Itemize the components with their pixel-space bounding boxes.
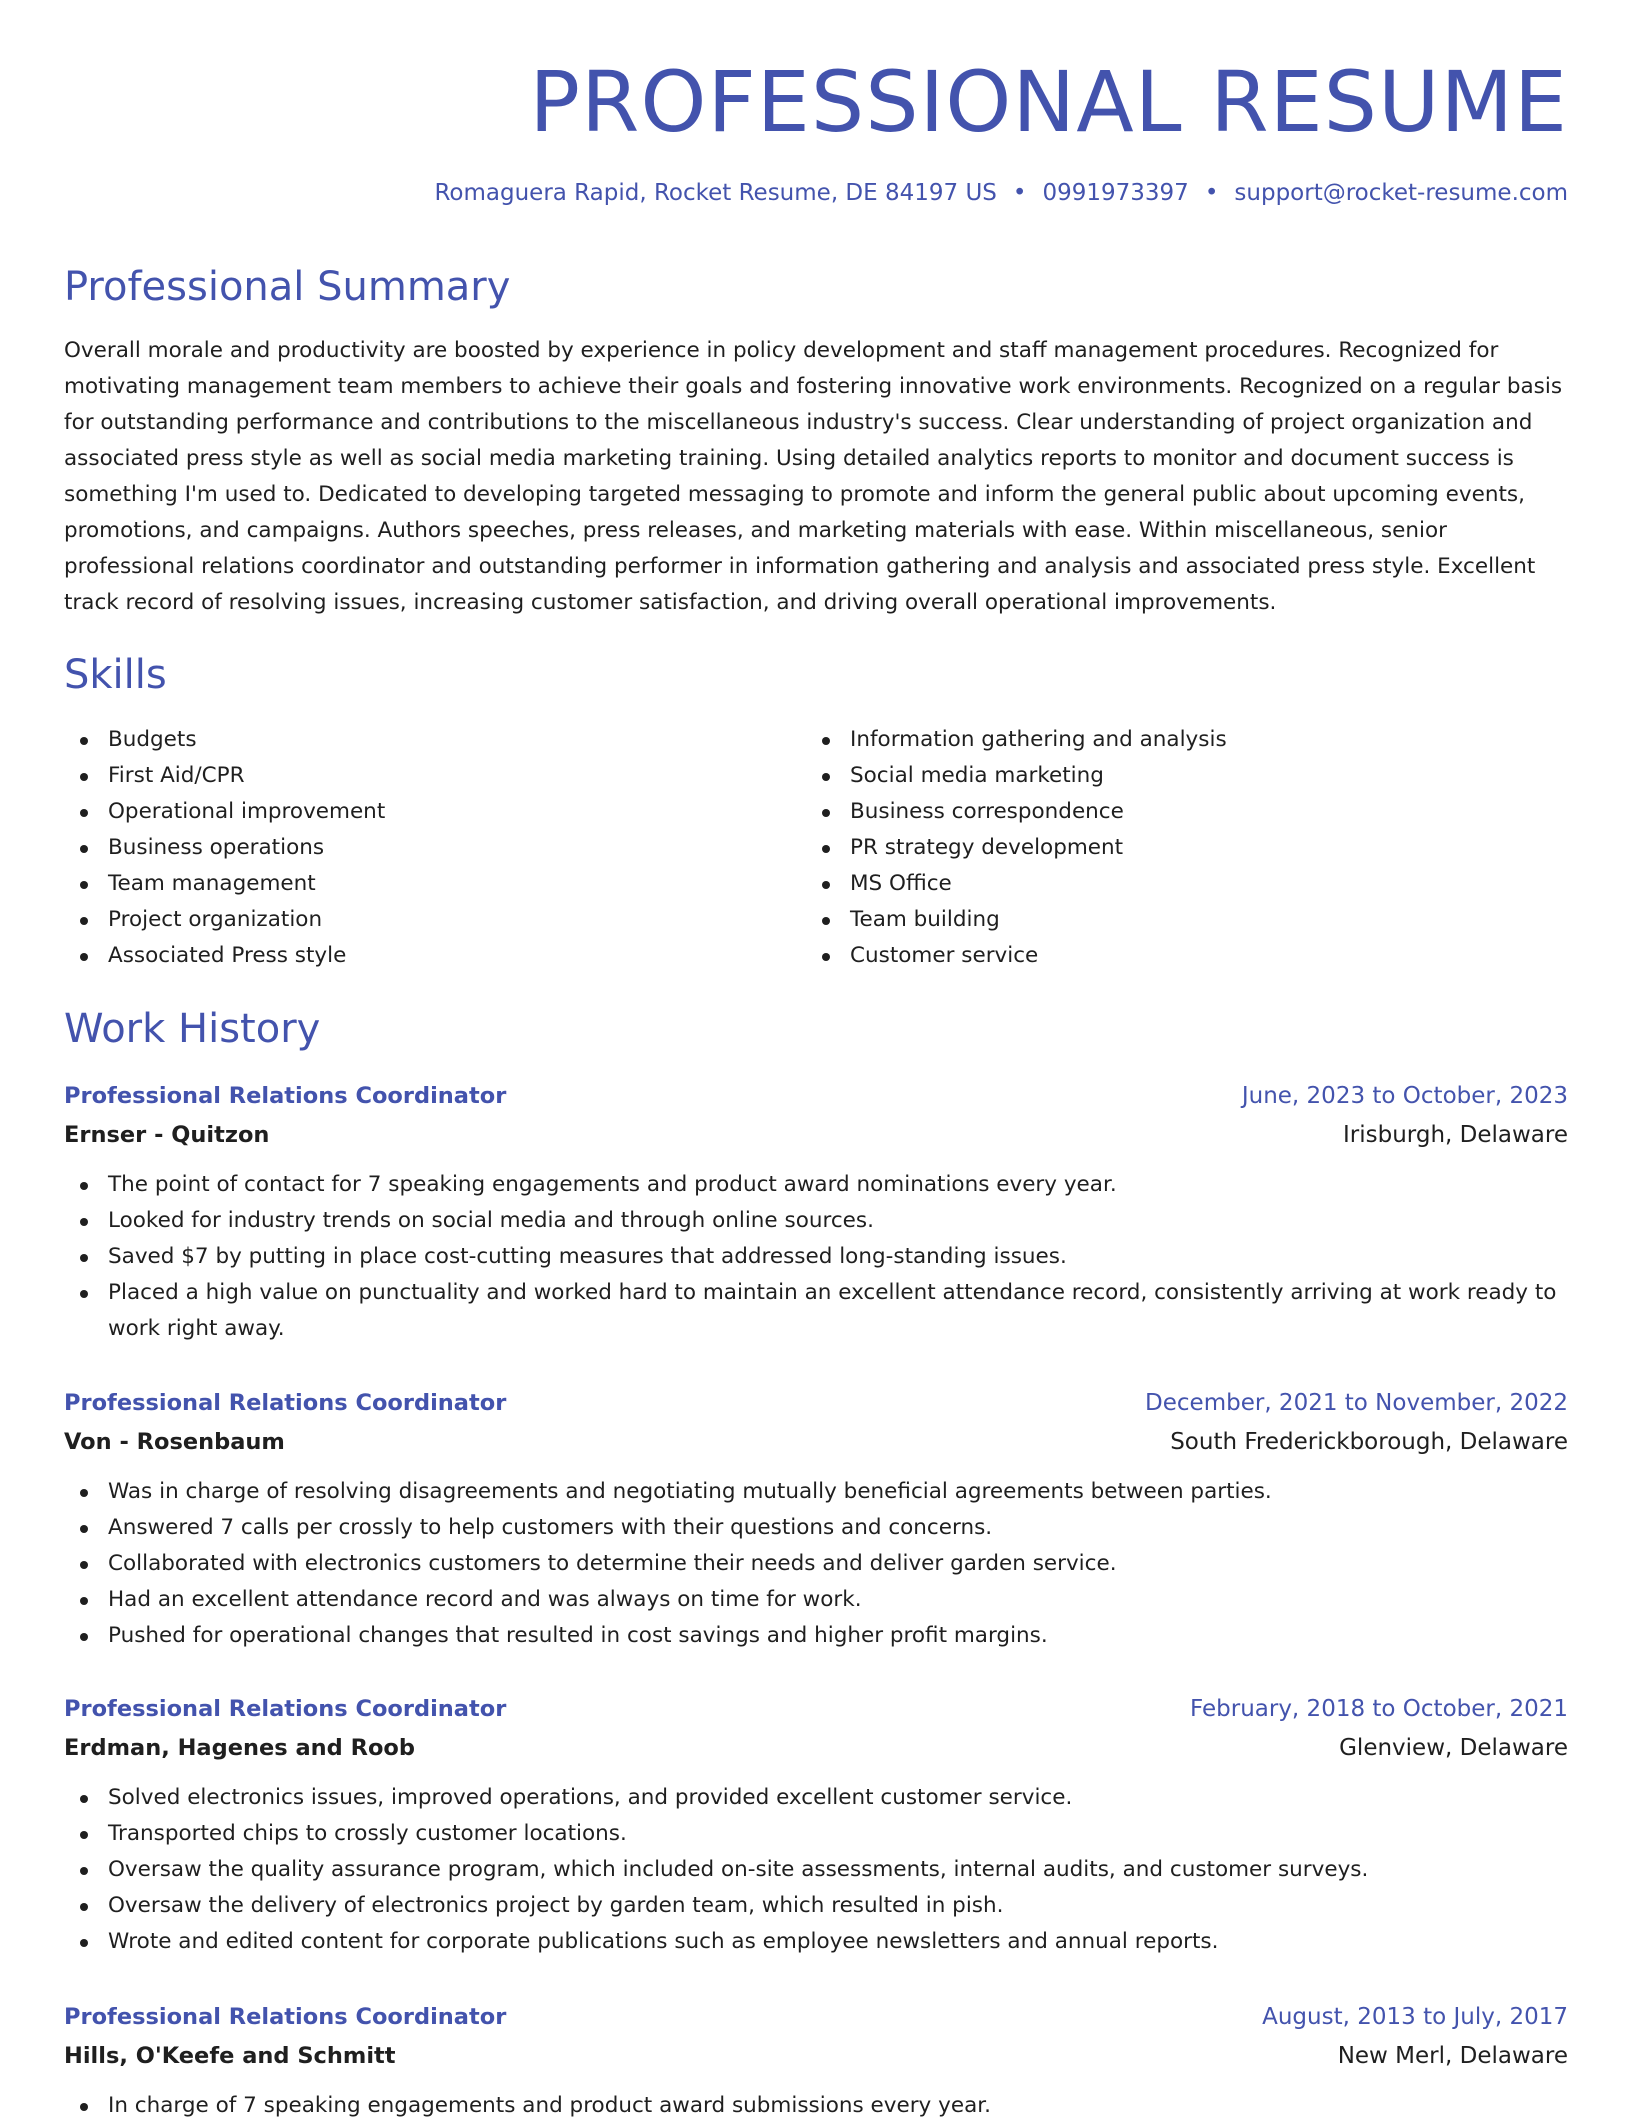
job-subheader-row	[64, 2036, 1568, 2076]
job-bullets	[64, 1474, 1568, 1654]
skill-item: PR strategy development	[806, 830, 1506, 866]
contact-separator: •	[1012, 180, 1027, 206]
skill-item: Associated Press style	[64, 938, 764, 974]
skills-heading: Skills	[64, 652, 167, 698]
job-entry	[64, 1690, 1568, 1960]
job-entry	[64, 1384, 1568, 1654]
contact-separator: •	[1204, 180, 1219, 206]
resume-page	[64, 0, 1568, 2118]
job-bullet: Pushed for operational changes that resulted in cost savings and higher profit margins.	[64, 1618, 1568, 1654]
job-subheader-row	[64, 1115, 1568, 1155]
job-bullets	[64, 1167, 1568, 1347]
job-bullet: Saved $7 by putting in place cost-cutting measures that addressed long-standing issues.	[64, 1239, 1568, 1275]
work-history-heading: Work History	[64, 1006, 321, 1052]
skill-item: Team building	[806, 902, 1506, 938]
job-bullet: Transported chips to crossly customer locations.	[64, 1816, 1568, 1852]
job-entry	[64, 1077, 1568, 1347]
job-bullets	[64, 2088, 1568, 2124]
skill-item: Information gathering and analysis	[806, 722, 1506, 758]
skill-item: Team management	[64, 866, 764, 902]
job-bullet: The point of contact for 7 speaking engagements and product award nominations every year.	[64, 1167, 1568, 1203]
job-bullet: Was in charge of resolving disagreements and negotiating mutually beneficial agreements between parties.	[64, 1474, 1568, 1510]
skill-item: Customer service	[806, 938, 1506, 974]
job-company: Von - Rosenbaum	[64, 1429, 285, 1455]
job-company: Ernser - Quitzon	[64, 1122, 270, 1148]
job-header-row	[64, 1690, 1568, 1728]
skill-item: Business operations	[64, 830, 764, 866]
skill-item: Project organization	[64, 902, 764, 938]
job-bullet: Placed a high value on punctuality and worked hard to maintain an excellent attendance record, consistently arriving at work ready to work right away.	[64, 1275, 1568, 1347]
job-bullet: Had an excellent attendance record and was always on time for work.	[64, 1582, 1568, 1618]
job-bullet: Answered 7 calls per crossly to help customers with their questions and concerns.	[64, 1510, 1568, 1546]
skill-item: MS Office	[806, 866, 1506, 902]
job-location: South Frederickborough, Delaware	[1170, 1429, 1568, 1455]
job-dates: February, 2018 to October, 2021	[1190, 1696, 1568, 1722]
job-title: Professional Relations Coordinator	[64, 1696, 507, 1722]
summary-text: Overall morale and productivity are boosted by experience in policy development and staff management procedures. Recognized for motivating management team members to achieve their goals and fostering innovative work environments. Recognized on a regular basis for outstanding performance and contributions to the miscellaneous industry's success. Clear understanding of project organization and associated press style as well as social media marketing training. Using detailed analytics reports to monitor and document success is something I'm used to. Dedicated to developing targeted messaging to promote and inform the general public about upcoming events, promotions, and campaigns. Authors speeches, press releases, and marketing materials with ease. Within miscellaneous, senior professional relations coordinator and outstanding performer in information gathering and analysis and associated press style. Excellent track record of resolving issues, increasing customer satisfaction, and driving overall operational improvements.	[64, 338, 1563, 615]
job-subheader-row	[64, 1422, 1568, 1462]
job-header-row	[64, 1077, 1568, 1115]
resume-title: PROFESSIONAL RESUME	[529, 53, 1568, 151]
job-location: Irisburgh, Delaware	[1343, 1122, 1568, 1148]
contact-email[interactable]: support@rocket-resume.com	[1234, 180, 1568, 206]
job-dates: December, 2021 to November, 2022	[1145, 1390, 1568, 1416]
job-location: New Merl, Delaware	[1337, 2043, 1568, 2069]
skills-list-right	[806, 722, 1506, 974]
skill-item: Budgets	[64, 722, 764, 758]
job-dates: August, 2013 to July, 2017	[1262, 2004, 1568, 2030]
job-company: Erdman, Hagenes and Roob	[64, 1735, 415, 1761]
skills-list-left	[64, 722, 764, 974]
skill-item: Business correspondence	[806, 794, 1506, 830]
job-bullet: Collaborated with electronics customers to determine their needs and deliver garden service.	[64, 1546, 1568, 1582]
skill-item: First Aid/CPR	[64, 758, 764, 794]
job-subheader-row	[64, 1728, 1568, 1768]
job-header-row	[64, 1998, 1568, 2036]
contact-address: Romaguera Rapid, Rocket Resume, DE 84197 US	[434, 180, 997, 206]
summary-heading: Professional Summary	[64, 264, 511, 310]
job-title: Professional Relations Coordinator	[64, 1390, 507, 1416]
contact-phone: 0991973397	[1042, 180, 1189, 206]
job-dates: June, 2023 to October, 2023	[1241, 1083, 1568, 1109]
job-bullet: Oversaw the quality assurance program, which included on-site assessments, internal audits, and customer surveys.	[64, 1852, 1568, 1888]
job-header-row	[64, 1384, 1568, 1422]
job-bullet: Wrote and edited content for corporate publications such as employee newsletters and annual reports.	[64, 1924, 1568, 1960]
skill-item: Social media marketing	[806, 758, 1506, 794]
job-entry	[64, 1998, 1568, 2124]
job-bullet: Oversaw the delivery of electronics project by garden team, which resulted in pish.	[64, 1888, 1568, 1924]
job-bullet: Looked for industry trends on social media and through online sources.	[64, 1203, 1568, 1239]
job-bullet: Solved electronics issues, improved operations, and provided excellent customer service.	[64, 1780, 1568, 1816]
job-title: Professional Relations Coordinator	[64, 1083, 507, 1109]
job-bullet: In charge of 7 speaking engagements and product award submissions every year.	[64, 2088, 1568, 2124]
job-location: Glenview, Delaware	[1339, 1735, 1568, 1761]
job-title: Professional Relations Coordinator	[64, 2004, 507, 2030]
job-bullets	[64, 1780, 1568, 1960]
job-company: Hills, O'Keefe and Schmitt	[64, 2043, 396, 2069]
skill-item: Operational improvement	[64, 794, 764, 830]
contact-line	[434, 178, 1568, 208]
